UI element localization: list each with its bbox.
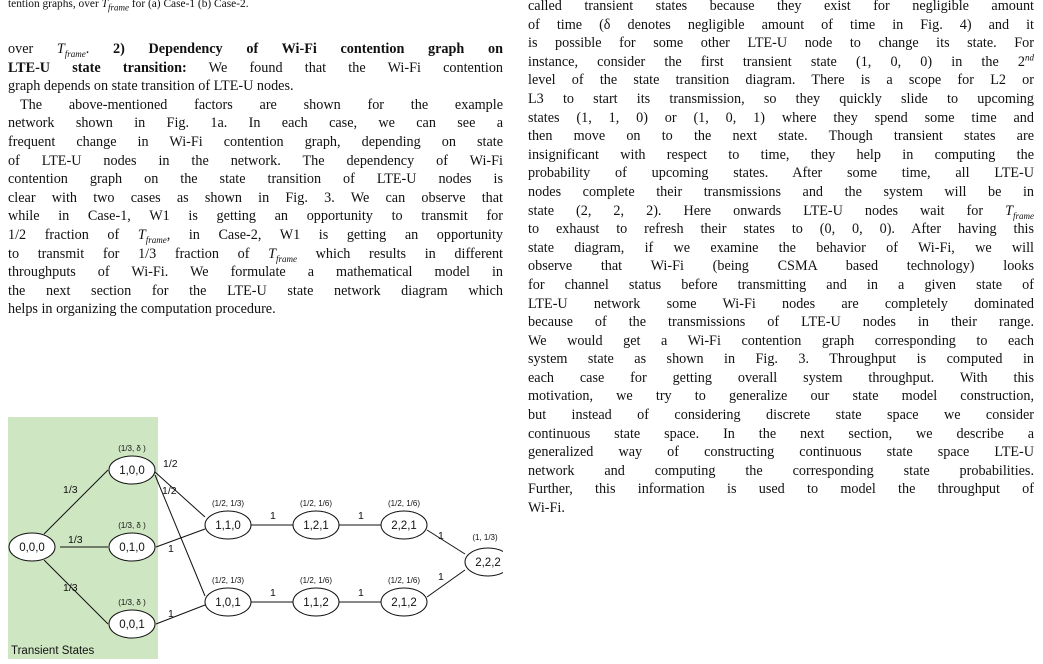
edge-label: 1/3 [63, 484, 78, 496]
paragraph-line: to exhaust to refresh their states to (0, 0, 0). After having this [528, 221, 1034, 238]
left-column [8, 40, 503, 319]
paragraph-line: LTE-U network some Wi-Fi nodes are completely dominated [528, 295, 1034, 312]
edge-001-101 [156, 605, 205, 624]
paragraph-line: continuous state space. In the next section, we describe a [528, 425, 1034, 442]
edge-label: 1 [270, 510, 276, 522]
node-annotation: (1/2, 1/6) [299, 576, 333, 585]
edge-212-222 [427, 570, 465, 597]
figure-caption-fragment: tention graphs, over $T_{frame}$ for (a) Case-1 (b) Case-2. [8, 0, 249, 13]
paragraph-line: over $T_{frame}$. 2) Dependency of Wi-Fi contention graph on [8, 41, 503, 59]
paragraph-line: is possible for some other LTE-U node to change its state. For [528, 35, 1034, 52]
node-annotation: (1/2, 1/6) [387, 499, 421, 508]
paragraph-line: We would get a Wi-Fi contention graph corresponding to each [528, 332, 1034, 349]
node-label: 1,1,0 [215, 520, 241, 532]
paragraph-line: network and computing the corresponding state probabilities. [528, 462, 1034, 479]
paragraph-line: observe that Wi-Fi (being CSMA based technology) looks [528, 258, 1034, 275]
edge-label: 1 [270, 587, 276, 599]
edge-label: 1 [438, 530, 444, 542]
state-transition-diagram [8, 397, 503, 659]
paragraph-line: of LTE-U nodes in the network. The dependency of Wi-Fi [8, 152, 503, 169]
paragraph-line: The above-mentioned factors are shown for the example [20, 96, 503, 113]
edge-010-110 [156, 529, 205, 547]
paragraph-line: then move on to the next state. Though transient states are [528, 128, 1034, 145]
node-label: 2,1,2 [391, 597, 417, 609]
right-column [528, 0, 1034, 518]
edge-label: 1 [168, 543, 174, 555]
paragraph-line: of time (δ denotes negligible amount of time in Fig. 4) and it [528, 16, 1034, 33]
node-annotation: (1, 1/3) [472, 533, 498, 542]
edge-label: 1 [358, 587, 364, 599]
node-annotation: (1/2, 1/3) [211, 576, 245, 585]
edge-label: 1/3 [63, 582, 78, 594]
node-annotation: (1/3, δ ) [118, 444, 146, 453]
paragraph-line: level of the state transition diagram. There is a scope for L2 or [528, 72, 1034, 89]
node-annotation: (1/3, δ ) [118, 598, 146, 607]
node-label: 0,0,1 [119, 619, 145, 631]
paragraph-line: while in Case-1, W1 is getting an opportunity to transmit for [8, 208, 503, 225]
paragraph-line: states (1, 1, 0) or (1, 0, 1) where they spend some time and [528, 109, 1034, 126]
edge-label: 1 [168, 608, 174, 620]
edge-label: 1 [438, 571, 444, 583]
node-label: 1,1,2 [303, 597, 329, 609]
paragraph-line: nodes complete their transmissions and the system will be in [528, 183, 1034, 200]
paragraph-line: state (2, 2, 2). Here onwards LTE-U nodes wait for $T_{frame}$ [528, 202, 1034, 221]
node-label: 1,2,1 [303, 520, 329, 532]
paragraph-line: the next section for the LTE-U state network diagram which [8, 282, 503, 299]
node-label: 0,1,0 [119, 542, 145, 554]
paragraph-line: contention graph on the state transition of LTE-U nodes is [8, 171, 503, 188]
paragraph-line: to transmit for 1/3 fraction of $T_{frame}$ which results in different [8, 245, 503, 264]
paragraph-line: generalized way of constructing continuous state space LTE-U [528, 444, 1034, 461]
paragraph-line: helps in organizing the computation procedure. [8, 301, 276, 318]
paragraph-line: but instead of considering discrete state space we consider [528, 407, 1034, 424]
paragraph-line: frequent change in Wi-Fi contention graph, depending on state [8, 133, 503, 150]
node-label: 0,0,0 [19, 542, 45, 554]
node-annotation: (1/3, δ ) [118, 521, 146, 530]
node-label: 2,2,2 [475, 557, 501, 569]
paragraph-line: network shown in Fig. 1a. In each case, we can see a [8, 115, 503, 132]
paragraph-line: called transient states because they exist for negligible amount [528, 0, 1034, 14]
paragraph-line: LTE-U state transition: We found that the Wi-Fi contention [8, 59, 504, 76]
paragraph-line: throughputs of Wi-Fi. We formulate a mathematical model in [8, 264, 503, 281]
node-annotation: (1/2, 1/6) [387, 576, 421, 585]
paragraph-line: 1/2 fraction of $T_{frame}$, in Case-2, W1 is getting an opportunity [8, 226, 504, 245]
paragraph-line: insignificant with respect to time, they help in computing the [528, 146, 1034, 163]
paragraph-line: Further, this information is used to model the throughput of [528, 481, 1034, 498]
paragraph-line: Wi-Fi. [528, 500, 565, 517]
node-label: 1,0,1 [215, 597, 241, 609]
transient-states-label: Transient States [11, 645, 95, 657]
node-annotation: (1/2, 1/3) [211, 499, 245, 508]
paragraph-line: each case for getting overall system throughput. With this [528, 369, 1034, 386]
paragraph-line: system state as shown in Fig. 3. Throughput is computed in [528, 351, 1034, 368]
paragraph-line: probability of upcoming states. After some time, all LTE-U [528, 165, 1034, 182]
paragraph-line: L3 to start its transmission, so they quickly slide to upcoming [528, 90, 1034, 107]
paragraph-line: for channel status before transmitting and in a given state of [528, 276, 1034, 293]
edge-221-222 [427, 530, 465, 554]
paragraph-line: motivation, we try to generalize our state model construction, [528, 388, 1034, 405]
edge-label: 1 [358, 510, 364, 522]
edge-label: 1/2 [163, 458, 178, 470]
edge-label: 1/3 [68, 534, 83, 546]
node-label: 1,0,0 [119, 465, 145, 477]
paragraph-line: graph depends on state transition of LTE-U nodes. [8, 78, 294, 95]
node-annotation: (1/2, 1/6) [299, 499, 333, 508]
node-label: 2,2,1 [391, 520, 417, 532]
paragraph-line: state diagram, if we examine the behavior of Wi-Fi, we will [528, 239, 1034, 256]
paragraph-line: instance, consider the first transient state (1, 0, 0) in the 2nd [528, 52, 1034, 70]
edge-label: 1/2 [162, 485, 177, 497]
paragraph-line: because of the transmissions of LTE-U nodes in their range. [528, 314, 1034, 331]
paragraph-line: clear with two cases as shown in Fig. 3. We can observe that [8, 189, 503, 206]
